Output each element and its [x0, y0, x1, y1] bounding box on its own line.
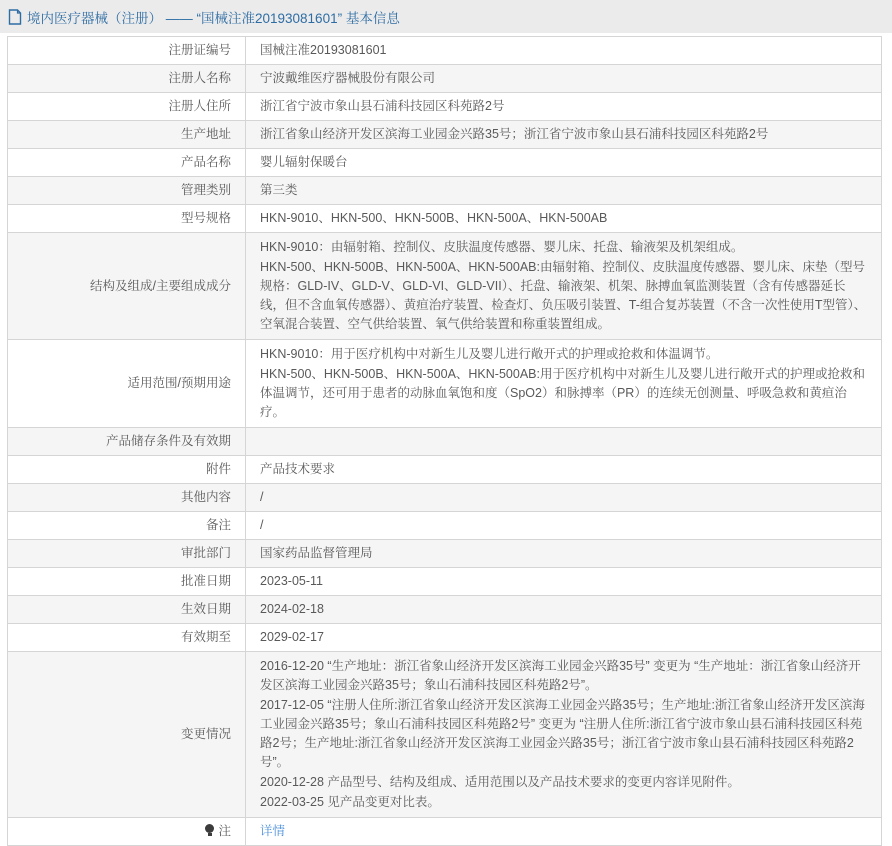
info-table [7, 36, 882, 846]
table-row [8, 65, 882, 93]
row-label: 结构及组成/主要组成成分 [8, 233, 246, 340]
row-label: 型号规格 [8, 205, 246, 233]
row-label: 适用范围/预期用途 [8, 340, 246, 428]
table-row [8, 149, 882, 177]
row-value [246, 652, 882, 818]
row-value: 国家药品监督管理局 [246, 540, 882, 568]
row-label: 生产地址 [8, 121, 246, 149]
value-paragraph: 2022-03-25 见产品变更对比表。 [260, 795, 440, 809]
row-value: / [246, 484, 882, 512]
value-paragraph: 2020-12-28 产品型号、结构及组成、适用范围以及产品技术要求的变更内容详见附件。 [260, 775, 740, 789]
row-value [246, 428, 882, 456]
value-paragraph: HKN-9010：由辐射箱、控制仪、皮肤温度传感器、婴儿床、托盘、输液架及机架组成。 [260, 240, 744, 254]
table-row [8, 540, 882, 568]
table-row [8, 205, 882, 233]
document-icon [8, 9, 22, 25]
row-label: 产品名称 [8, 149, 246, 177]
table-row [8, 652, 882, 818]
row-label: 注 [8, 818, 246, 846]
row-label: 管理类别 [8, 177, 246, 205]
row-label: 产品储存条件及有效期 [8, 428, 246, 456]
table-row [8, 568, 882, 596]
table-row [8, 233, 882, 340]
row-label: 有效期至 [8, 624, 246, 652]
table-row [8, 428, 882, 456]
row-label: 审批部门 [8, 540, 246, 568]
row-label: 注册人住所 [8, 93, 246, 121]
table-row [8, 37, 882, 65]
row-value: / [246, 512, 882, 540]
row-label: 注册证编号 [8, 37, 246, 65]
row-value: 第三类 [246, 177, 882, 205]
row-value: HKN-9010、HKN-500、HKN-500B、HKN-500A、HKN-500AB [246, 205, 882, 233]
info-table-body [8, 37, 882, 846]
page-header [0, 0, 892, 33]
row-value: 2029-02-17 [246, 624, 882, 652]
table-row [8, 121, 882, 149]
value-paragraph: HKN-9010：用于医疗机构中对新生儿及婴儿进行敞开式的护理或抢救和体温调节。 [260, 347, 719, 361]
row-label: 注册人名称 [8, 65, 246, 93]
row-value: 浙江省象山经济开发区滨海工业园金兴路35号；浙江省宁波市象山县石浦科技园区科苑路2号 [246, 121, 882, 149]
table-row [8, 484, 882, 512]
value-paragraph: HKN-500、HKN-500B、HKN-500A、HKN-500AB:由辐射箱、控制仪、皮肤温度传感器、婴儿床、床垫（型号规格：GLD-IV、GLD-V、GLD-VI、GLD-VII）、托盘、输液架、机架、脉搏血氧监测装置（含有传感器延长线，但不含血氧传感器）、黄疸治疗装置、检查灯、负压吸引装置、T-组合复苏装置（不含一次性使用T型管）、空氧混合装置、空气供给装置、氧气供给装置和称重装置组成。 [260, 260, 867, 331]
row-label: 附件 [8, 456, 246, 484]
row-label: 其他内容 [8, 484, 246, 512]
page-title: 境内医疗器械（注册） —— “国械注准20193081601” 基本信息 [27, 10, 400, 26]
row-label: 备注 [8, 512, 246, 540]
value-paragraph: 2017-12-05 “注册人住所:浙江省象山经济开发区滨海工业园金兴路35号；生产地址:浙江省象山经济开发区滨海工业园金兴路35号；象山石浦科技园区科苑路2号” 变更为 “注册人住所:浙江省宁波市象山县石浦科技园区科苑路2号；生产地址:浙江省象山经济开发区滨海工业园金兴路35号；浙江省宁波市象山县石浦科技园区科苑路2号”。 [260, 698, 865, 769]
table-row [8, 624, 882, 652]
table-row [8, 596, 882, 624]
row-value: 产品技术要求 [246, 456, 882, 484]
row-label: 生效日期 [8, 596, 246, 624]
value-paragraph: 2016-12-20 “生产地址：浙江省象山经济开发区滨海工业园金兴路35号” 变更为 “生产地址：浙江省象山经济开发区滨海工业园金兴路35号；象山石浦科技园区科苑路2号”。 [260, 659, 861, 692]
row-label: 变更情况 [8, 652, 246, 818]
row-value: 浙江省宁波市象山县石浦科技园区科苑路2号 [246, 93, 882, 121]
table-row [8, 818, 882, 846]
details-link[interactable]: 详情 [260, 824, 286, 838]
table-row [8, 456, 882, 484]
table-row [8, 93, 882, 121]
row-value: 国械注准20193081601 [246, 37, 882, 65]
row-value: 婴儿辐射保暖台 [246, 149, 882, 177]
row-value [246, 233, 882, 340]
value-paragraph: HKN-500、HKN-500B、HKN-500A、HKN-500AB:用于医疗机构中对新生儿及婴儿进行敞开式的护理或抢救和体温调节，还可用于患者的动脉血氧饱和度（SpO2）和脉搏率（PR）的连续无创测量、呼吸急救和黄疸治疗。 [260, 367, 865, 419]
table-row [8, 512, 882, 540]
row-value: 宁波戴维医疗器械股份有限公司 [246, 65, 882, 93]
row-value [246, 818, 882, 846]
row-value [246, 340, 882, 428]
row-label: 批准日期 [8, 568, 246, 596]
row-value: 2024-02-18 [246, 596, 882, 624]
table-row [8, 340, 882, 428]
bulb-icon [205, 824, 214, 836]
row-value: 2023-05-11 [246, 568, 882, 596]
table-row [8, 177, 882, 205]
